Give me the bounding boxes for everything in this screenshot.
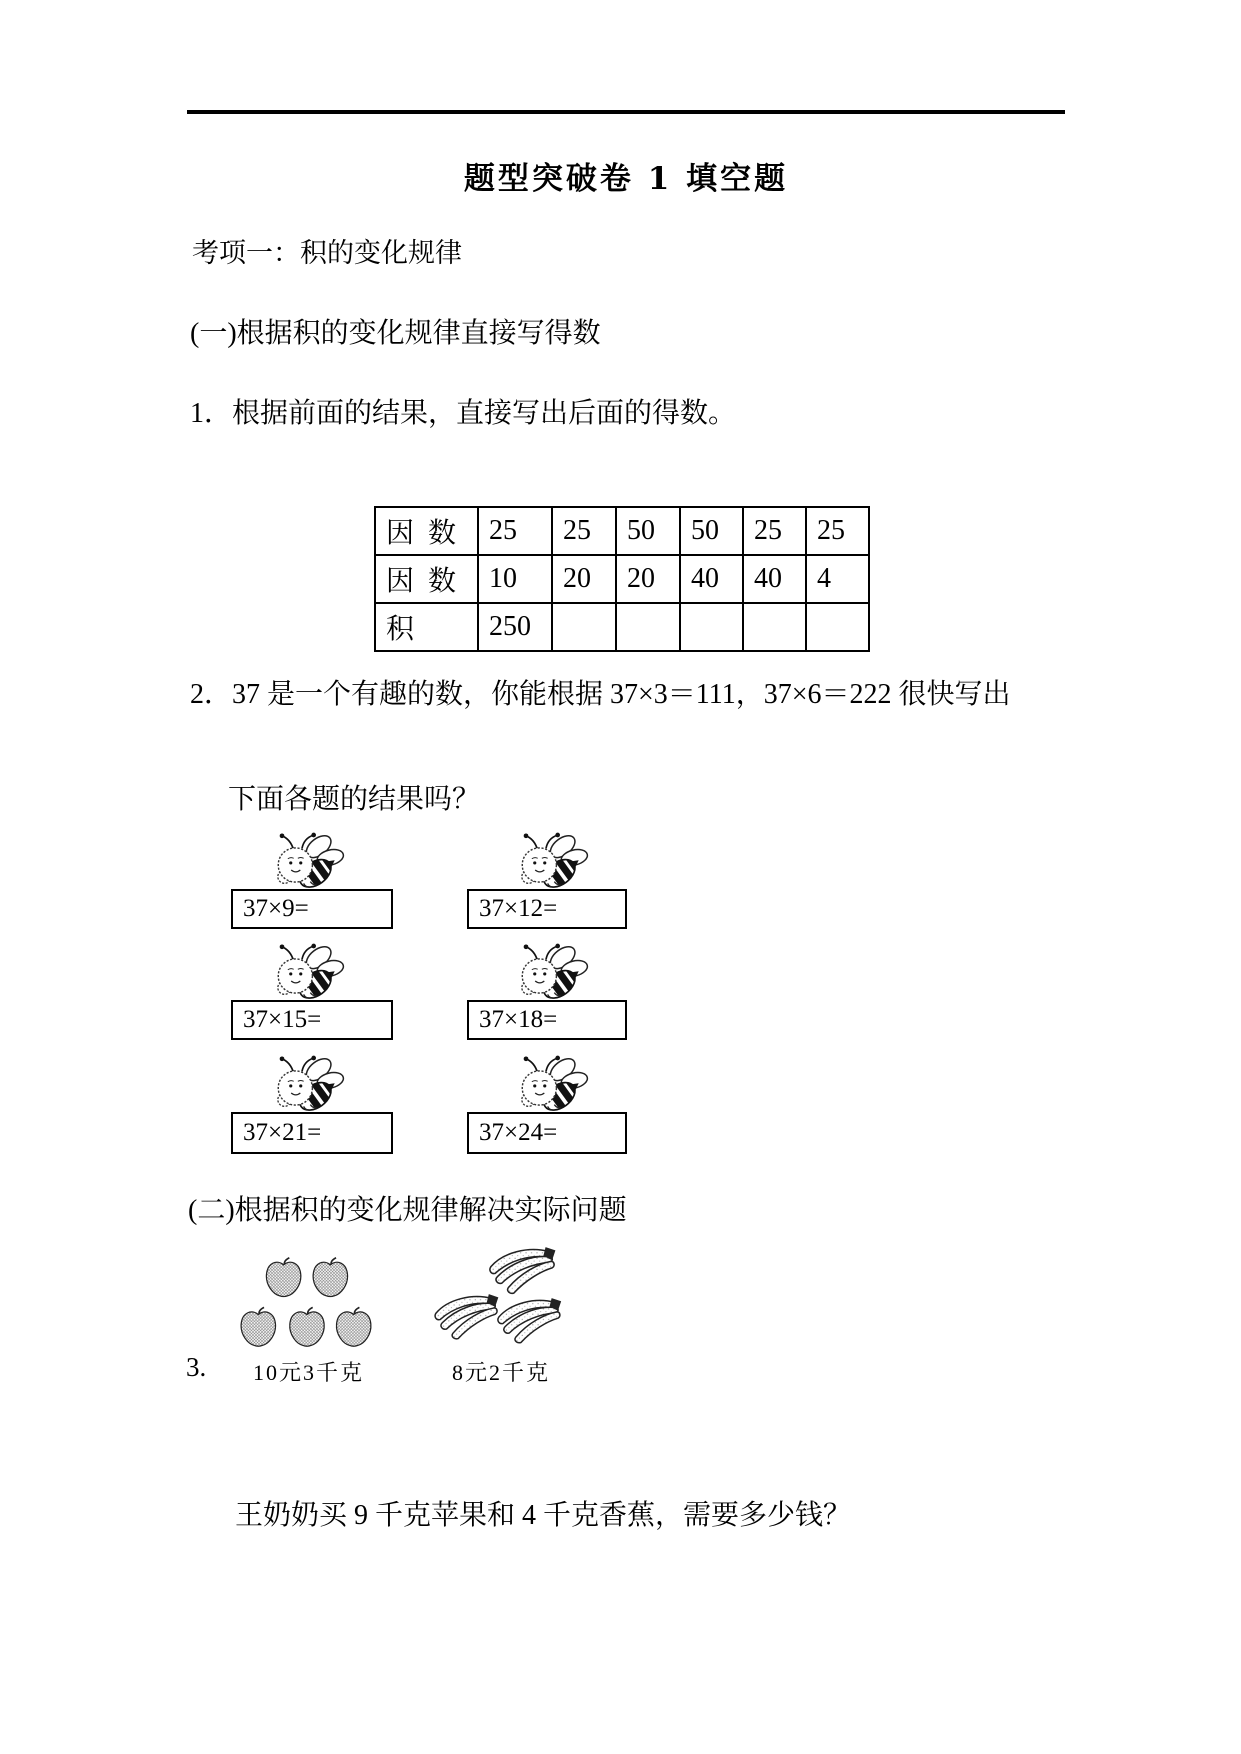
page-title: 题型突破卷 1 填空题: [463, 161, 789, 197]
table-cell: 10: [478, 555, 552, 603]
banana-price-caption: 8元2千克: [452, 1360, 551, 1385]
table-cell: 250: [478, 603, 552, 651]
row-label-cell: 积: [375, 603, 478, 651]
bee-problem-label: 37×15=: [243, 1006, 322, 1033]
table-cell: 25: [478, 507, 552, 555]
answer-cell[interactable]: [552, 603, 616, 651]
answer-box[interactable]: [231, 1112, 393, 1154]
bananas-illustration: [430, 1246, 568, 1354]
answer-cell[interactable]: [616, 603, 680, 651]
table-cell: 4: [806, 555, 869, 603]
bee-icon: [500, 1053, 592, 1113]
bee-problem-label: 37×24=: [479, 1119, 558, 1146]
row-label-cell: 因数: [375, 507, 478, 555]
top-rule: [187, 110, 1065, 114]
table-cell: 20: [552, 555, 616, 603]
table-cell: 25: [806, 507, 869, 555]
question-2-text-line1: 2．37 是一个有趣的数，你能根据 37×3＝111，37×6＝222 很快写出: [190, 679, 1011, 710]
question-3-text: 王奶奶买 9 千克苹果和 4 千克香蕉，需要多少钱？: [235, 1500, 852, 1531]
table-cell: 40: [680, 555, 743, 603]
question-2-text-line2: 下面各题的结果吗？: [228, 784, 481, 815]
part1-heading: (一)根据积的变化规律直接写得数: [190, 318, 601, 349]
bee-icon: [256, 1053, 348, 1113]
exam-item-heading: 考项一：积的变化规律: [192, 238, 462, 268]
answer-box[interactable]: [467, 1000, 627, 1040]
table-cell: 25: [743, 507, 806, 555]
row-label-cell: 因数: [375, 555, 478, 603]
apple-price-caption: 10元3千克: [253, 1360, 365, 1385]
bee-icon: [256, 830, 348, 890]
bee-icon: [500, 941, 592, 1001]
bee-icon: [500, 830, 592, 890]
table-cell: 25: [552, 507, 616, 555]
question-1-text: 1．根据前面的结果，直接写出后面的得数。: [190, 398, 737, 429]
table-cell: 20: [616, 555, 680, 603]
bee-icon: [256, 941, 348, 1001]
apples-illustration: [233, 1255, 379, 1355]
answer-box[interactable]: [231, 1000, 393, 1040]
table-row: [375, 603, 869, 651]
table-cell: 50: [616, 507, 680, 555]
table-cell: 40: [743, 555, 806, 603]
answer-box[interactable]: [467, 1112, 627, 1154]
question-3-number: 3.: [186, 1352, 207, 1382]
answer-cell[interactable]: [680, 603, 743, 651]
table-row: [375, 507, 869, 555]
table-row: [375, 555, 869, 603]
bee-problem-label: 37×9=: [243, 895, 309, 922]
bee-problem-label: 37×18=: [479, 1006, 558, 1033]
answer-box[interactable]: [467, 889, 627, 929]
bee-problem-label: 37×21=: [243, 1119, 322, 1146]
factors-table: [374, 506, 870, 652]
answer-cell[interactable]: [806, 603, 869, 651]
part2-heading: (二)根据积的变化规律解决实际问题: [188, 1195, 627, 1226]
bee-problem-label: 37×12=: [479, 895, 558, 922]
answer-box[interactable]: [231, 889, 393, 929]
answer-cell[interactable]: [743, 603, 806, 651]
table-cell: 50: [680, 507, 743, 555]
